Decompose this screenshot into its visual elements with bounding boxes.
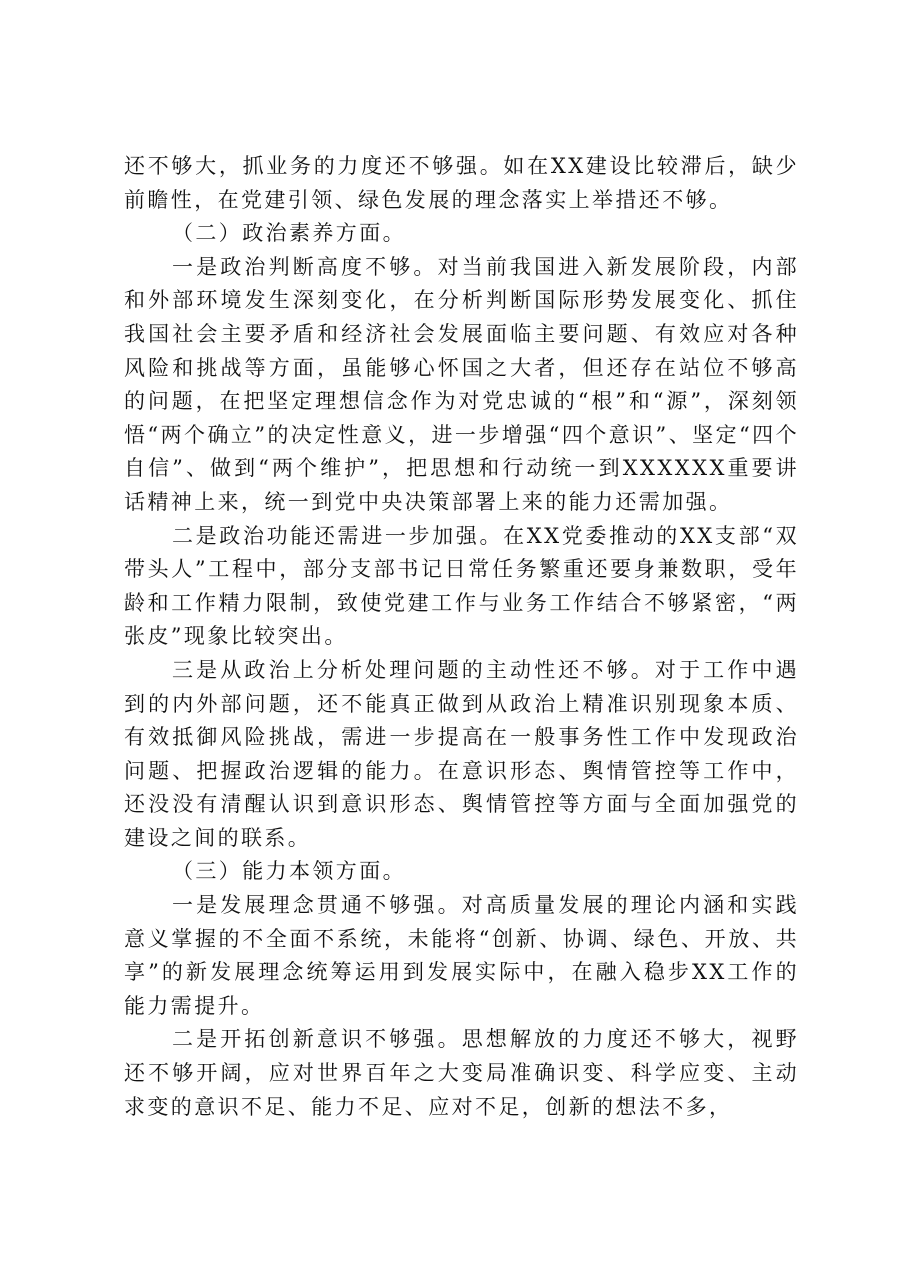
continuation-paragraph: 还不够大，抓业务的力度还不够强。如在XX建设比较滞后，缺少前瞻性，在党建引领、绿色发展的理念落实上举措还不够。 bbox=[124, 154, 799, 212]
body-paragraph: 二是开拓创新意识不够强。思想解放的力度还不够大，视野还不够开阔，应对世界百年之大变局准确识变、科学应变、主动求变的意识不足、能力不足、应对不足，创新的想法不多， bbox=[124, 1027, 799, 1119]
section-heading-capability: （三）能力本领方面。 bbox=[172, 859, 406, 884]
section-heading-political-literacy: （二）政治素养方面。 bbox=[172, 221, 406, 246]
document-page bbox=[124, 150, 799, 1124]
body-paragraph: 二是政治功能还需进一步加强。在XX党委推动的XX支部“双带头人”工程中，部分支部书记日常任务繁重还要身兼数职，受年龄和工作精力限制，致使党建工作与业务工作结合不够紧密，“两张皮”现象比较突出。 bbox=[124, 523, 799, 649]
body-paragraph: 一是政治判断高度不够。对当前我国进入新发展阶段，内部和外部环境发生深刻变化，在分析判断国际形势发展变化、抓住我国社会主要矛盾和经济社会发展面临主要问题、有效应对各种风险和挑战等方面，虽能够心怀国之大者，但还存在站位不够高的问题，在把坚定理想信念作为对党忠诚的“根”和“源”，深刻领悟“两个确立”的决定性意义，进一步增强“四个意识”、坚定“四个自信”、做到“两个维护”，把思想和行动统一到XXXXXX重要讲话精神上来，统一到党中央决策部署上来的能力还需加强。 bbox=[124, 254, 799, 514]
body-paragraph: 一是发展理念贯通不够强。对高质量发展的理论内涵和实践意义掌握的不全面不系统，未能将“创新、协调、绿色、开放、共享”的新发展理念统筹运用到发展实际中，在融入稳步XX工作的能力需提升。 bbox=[124, 893, 799, 1018]
body-paragraph: 三是从政治上分析处理问题的主动性还不够。对于工作中遇到的内外部问题，还不能真正做到从政治上精准识别现象本质、有效抵御风险挑战，需进一步提高在一般事务性工作中发现政治问题、把握政治逻辑的能力。在意识形态、舆情管控等工作中，还没没有清醒认识到意识形态、舆情管控等方面与全面加强党的建设之间的联系。 bbox=[124, 657, 799, 850]
